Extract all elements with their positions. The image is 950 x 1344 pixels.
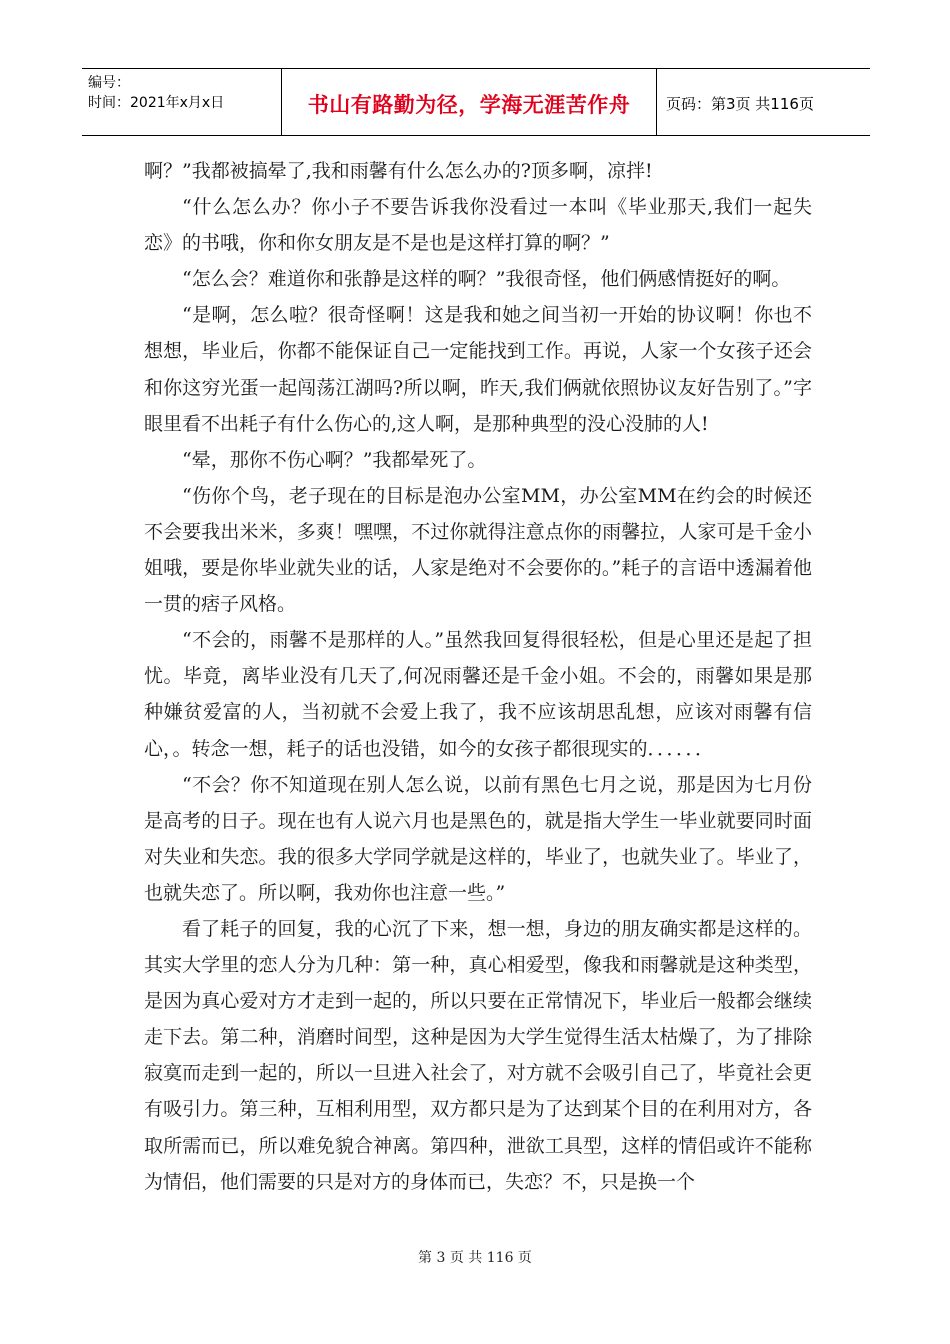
document-body: [144, 153, 812, 1200]
page-header: [82, 68, 870, 136]
header-page-label: 页码：第3页 共116页: [666, 94, 814, 113]
paragraph: “怎么会？难道你和张静是这样的啊？”我很奇怪，他们俩感情挺好的啊。: [182, 268, 791, 291]
paragraph: “不会？你不知道现在别人怎么说，以前有黑色七月之说，那是因为七月份是高考的日子。现在也有人说六月也是黑色的，就是指大学生一毕业就要同时面对失业和失恋。我的很多大学同学就是这样的，毕业了，也就失业了。毕业了，也就失恋了。所以啊，我劝你也注意一些。”: [144, 773, 812, 904]
paragraph: 看了耗子的回复，我的心沉了下来，想一想，身边的朋友确实都是这样的。其实大学里的恋人分为几种：第一种，真心相爱型，像我和雨馨就是这种类型，是因为真心爱对方才走到一起的，所以只要在正常情况下，毕业后一般都会继续走下去。第二种，消磨时间型，这种是因为大学生觉得生活太枯燥了，为了排除寂寞而走到一起的，所以一旦进入社会了，对方就不会吸引自己了，毕竟社会更有吸引力。第三种，互相利用型，双方都只是为了达到某个目的在利用对方，各取所需而已，所以难免貌合神离。第四种，泄欲工具型，这样的情侣或许不能称为情侣，他们需要的只是对方的身体而已，失恋？不，只是换一个: [144, 917, 812, 1193]
header-motto-cell: [282, 69, 657, 135]
footer-page-number: 第 3 页 共 116 页: [418, 1250, 532, 1266]
motto-text: 书山有路勤为径，学海无涯苦作舟: [307, 93, 631, 117]
paragraph: “不会的，雨馨不是那样的人。”虽然我回复得很轻松，但是心里还是起了担忧。毕竟，离毕业没有几天了,何况雨馨还是千金小姐。不会的，雨馨如果是那种嫌贫爱富的人，当初就不会爱上我了，我不应该胡思乱想，应该对雨馨有信心，。转念一想，耗子的话也没错，如今的女孩子都很现实的．．．．．．: [144, 629, 812, 760]
header-page-cell: [657, 69, 870, 135]
paragraph: “晕，那你不伤心啊？”我都晕死了。: [182, 448, 487, 471]
page-footer: [0, 1247, 950, 1267]
serial-label: 编号：: [88, 75, 130, 91]
paragraph: “什么怎么办？你小子不要告诉我你没看过一本叫《毕业那天,我们一起失恋》的书哦，你和你女朋友是不是也是这样打算的啊？”: [144, 196, 812, 255]
header-meta-cell: [82, 69, 282, 135]
paragraph: “是啊，怎么啦？很奇怪啊！这是我和她之间当初一开始的协议啊！你也不想想，毕业后，你都不能保证自己一定能找到工作。再说，人家一个女孩子还会和你这穷光蛋一起闯荡江湖吗?所以啊，昨天,我们俩就依照协议友好告别了。”字眼里看不出耗子有什么伤心的,这人啊，是那种典型的没心没肺的人!: [144, 304, 812, 435]
time-label: 时间：2021年x月x日: [88, 95, 225, 111]
paragraph: “伤你个鸟，老子现在的目标是泡办公室MM，办公室MM在约会的时候还不会要我出米米，多爽！嘿嘿，不过你就得注意点你的雨馨拉，人家可是千金小姐哦，要是你毕业就失业的话，人家是绝对不会要你的。”耗子的言语中透漏着他一贯的痞子风格。: [144, 484, 812, 616]
paragraph: 啊？”我都被搞晕了,我和雨馨有什么怎么办的?顶多啊，凉拌!: [144, 160, 653, 182]
